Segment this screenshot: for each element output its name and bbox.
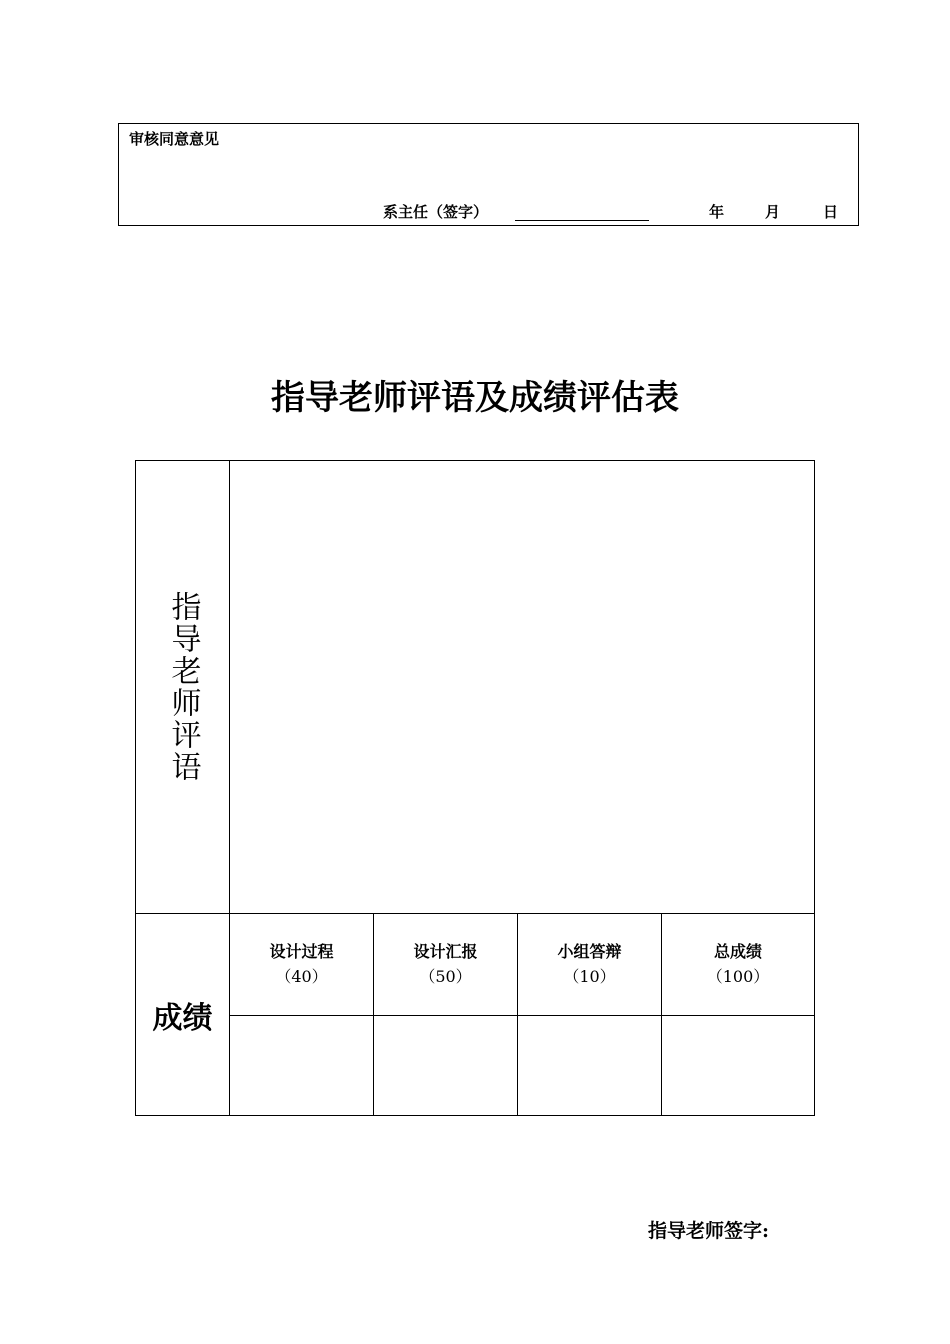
column-header-total-score <box>662 913 814 1015</box>
review-opinion-label: 审核同意意见 <box>129 130 220 148</box>
review-month-label: 月 <box>765 203 781 221</box>
column-header-design-process <box>230 913 373 1015</box>
review-day-label: 日 <box>823 203 839 221</box>
teacher-comment-label-text: 指导老师评语 <box>165 591 201 783</box>
group-defense-score-cell[interactable] <box>518 1015 661 1117</box>
dept-head-signature-label: 系主任（签字） <box>383 203 489 221</box>
column-points: （10） <box>563 967 616 986</box>
review-year-label: 年 <box>709 203 725 221</box>
column-name: 设计过程 <box>269 942 334 961</box>
review-opinion-box <box>118 123 859 226</box>
column-name: 总成绩 <box>713 942 762 961</box>
page-title: 指导老师评语及成绩评估表 <box>271 378 679 418</box>
teacher-comment-label <box>136 461 229 913</box>
dept-head-signature-line[interactable] <box>515 220 649 221</box>
teacher-signature-label: 指导老师签字: <box>648 1220 770 1242</box>
column-points: （100） <box>706 967 770 986</box>
score-label: 成绩 <box>152 1001 213 1036</box>
column-points: （40） <box>275 967 328 986</box>
column-header-group-defense <box>518 913 661 1015</box>
design-report-score-cell[interactable] <box>374 1015 517 1117</box>
total-score-cell[interactable] <box>662 1015 814 1117</box>
evaluation-table <box>135 460 815 1116</box>
column-name: 小组答辩 <box>557 942 622 961</box>
teacher-comment-field[interactable] <box>230 461 814 913</box>
column-name: 设计汇报 <box>413 942 478 961</box>
column-header-design-report <box>374 913 517 1015</box>
column-points: （50） <box>419 967 472 986</box>
design-process-score-cell[interactable] <box>230 1015 373 1117</box>
